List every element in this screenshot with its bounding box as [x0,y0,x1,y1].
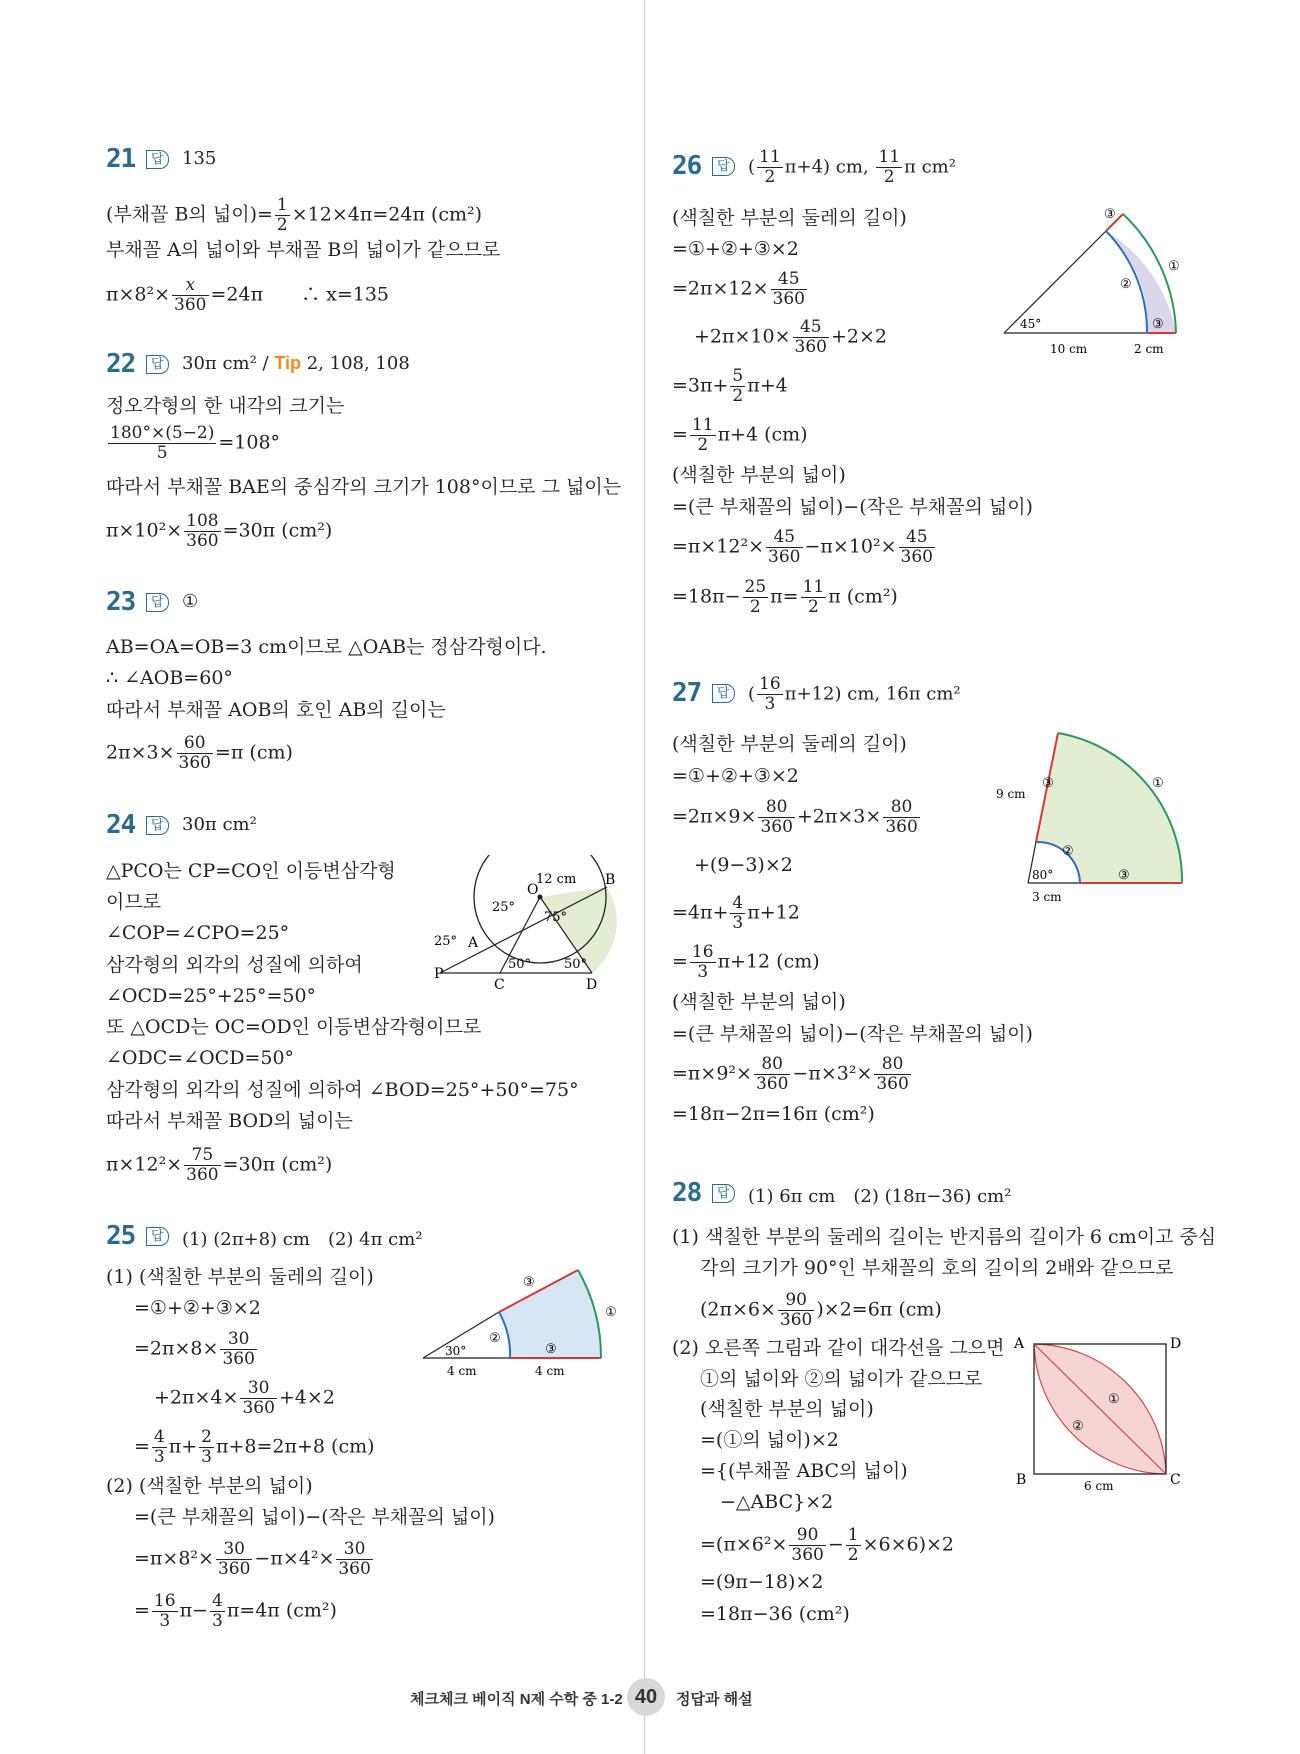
solution-line: (색칠한 부분의 넓이) [672,464,846,486]
label-b: B [605,872,616,888]
mark-3b: ③ [545,1342,557,1357]
problem-number: 27 [672,678,702,708]
solution-line: π×8²× $\frac{x}{360}$ =24π ∴ x=135 [106,275,390,315]
angle-label: 45° [1020,317,1042,331]
solution-line: 2π×3× $\frac{60}{360}$ =π (cm) [106,733,293,773]
radius-label-2: 2 cm [1134,342,1164,356]
label-b: B [1016,1472,1027,1488]
solution-line: 따라서 부채꼴 BAE의 중심각의 크기가 108°이므로 그 넓이는 [106,476,622,498]
mark-1: ① [1168,259,1180,274]
angle-label: 80° [1032,868,1054,882]
solution-line: =(큰 부채꼴의 넓이)−(작은 부채꼴의 넓이) [672,1023,1033,1045]
solution-line: = $\frac{16}{3}$ π+12 (cm) [672,942,820,982]
solution-line: =(①의 넓이)×2 [700,1429,839,1451]
problem-number: 26 [672,151,702,181]
solution-line: (1) 색칠한 부분의 둘레의 길이는 반지름의 길이가 6 cm이고 중심 [672,1226,1217,1248]
square-figure-28 [1010,1330,1185,1495]
solution-line: 각의 크기가 90°인 부채꼴의 호의 길이의 2배와 같으므로 [700,1257,1174,1279]
solution-line: =(π×6²× $\frac{90}{360}$ − $\frac{1}{2}$ ×6×6)×2 [700,1525,955,1565]
mark-1: ① [605,1305,617,1320]
mark-3: ③ [1042,776,1054,791]
label-d: D [586,977,598,993]
solution-line: =(9π−18)×2 [700,1571,824,1593]
page-number: 40 [627,1678,665,1716]
angle-c-label: 50° [508,957,532,972]
answer-text: (1) (2π+8) cm (2) 4π cm² [182,1229,423,1250]
problem-number: 24 [106,810,136,840]
label-a: A [1014,1336,1025,1352]
solution-line: AB=OA=OB=3 cm이므로 △OAB는 정삼각형이다. [106,636,547,658]
angle-bod-label: 75° [544,910,568,925]
angle-d-label: 50° [564,957,588,972]
solution-line: =π×9²× $\frac{80}{360}$ −π×3²× $\frac{80}{360}$ [672,1054,909,1094]
mark-1: ① [1152,776,1164,791]
solution-line: = $\frac{16}{3}$ π− $\frac{4}{3}$ π=4π (cm²) [134,1591,337,1631]
radius-label-1: 10 cm [1050,342,1088,356]
mark-3b: ③ [1152,317,1164,332]
answer-badge: 답 [146,816,169,835]
answer-text: ( $\frac{11}{2}$ π+4) cm, $\frac{11}{2}$ π cm² [748,147,956,187]
radius-label: 12 cm [536,872,577,887]
answer-text: ① [182,591,199,612]
angle-label: 30° [445,1344,467,1358]
radius-label-1: 9 cm [996,787,1026,801]
answer-text: 30π cm² / Tip 2, 108, 108 [182,353,410,374]
problem-number: 22 [106,349,136,379]
book-title: 체크체크 베이직 N제 수학 중 1-2 [410,1691,623,1708]
solution-line: (2π×6× $\frac{90}{360}$ )×2=6π (cm) [700,1290,942,1330]
solution-line: (색칠한 부분의 둘레의 길이) [672,207,907,229]
solution-line: =18π−36 (cm²) [700,1603,850,1625]
label-o: O [527,882,539,898]
label-c: C [1170,1472,1181,1488]
solution-line: (색칠한 부분의 넓이) [700,1398,874,1420]
radius-label-2: 3 cm [1032,890,1062,904]
radius-label-2: 4 cm [535,1364,565,1378]
solution-line: =①+②+③×2 [672,765,799,787]
solution-line: −△ABC}×2 [720,1491,834,1513]
solution-line: ∴ ∠AOB=60° [106,667,233,689]
solution-line: +2π×4× $\frac{30}{360}$ +4×2 [154,1378,335,1418]
solution-line: △PCO는 CP=CO인 이등변삼각형 [106,860,396,882]
column-divider [644,0,645,1754]
sector-figure-25 [415,1260,630,1390]
solution-line: (2) (색칠한 부분의 넓이) [106,1475,313,1497]
solution-line: =(큰 부채꼴의 넓이)−(작은 부채꼴의 넓이) [672,496,1033,518]
mark-3: ③ [1104,207,1116,222]
solution-line: 삼각형의 외각의 성질에 의하여 ∠BOD=25°+50°=75° [106,1079,579,1101]
solution-line: 삼각형의 외각의 성질에 의하여 [106,954,363,976]
solution-line: $\frac{180^\circ\times(5-2)}{5}$ =108° [110,423,281,463]
solution-line: (색칠한 부분의 넓이) [672,991,846,1013]
solution-line: 또 △OCD는 OC=OD인 이등변삼각형이므로 [106,1016,482,1038]
solution-line: (2) 오른쪽 그림과 같이 대각선을 그으면 [672,1337,1005,1359]
answer-badge: 답 [146,355,169,374]
solution-line: =π×8²× $\frac{30}{360}$ −π×4²× $\frac{30}{360}$ [134,1539,371,1579]
answer-badge: 답 [712,684,735,703]
angle-o-label: 25° [492,900,516,915]
section-title: 정답과 해설 [676,1691,753,1708]
solution-line: +(9−3)×2 [694,854,793,876]
solution-line: 부채꼴 A의 넓이와 부채꼴 B의 넓이가 같으므로 [106,239,501,261]
solution-line: +2π×10× $\frac{45}{360}$ +2×2 [694,317,887,357]
answer-text: ( $\frac{16}{3}$ π+12) cm, 16π cm² [748,674,961,714]
solution-line: ∠COP=∠CPO=25° [106,922,290,944]
problem-number: 23 [106,587,136,617]
problem-number: 21 [106,144,136,174]
answer-badge: 답 [712,157,735,176]
mark-2: ② [1120,277,1132,292]
solution-line: = $\frac{4}{3}$ π+ $\frac{2}{3}$ π+8=2π+8 (cm) [134,1427,375,1467]
solution-line: π×12²× $\frac{75}{360}$ =30π (cm²) [106,1145,333,1185]
answer-badge: 답 [146,1227,169,1246]
solution-line: =4π+ $\frac{4}{3}$ π+12 [672,893,800,933]
solution-line: (색칠한 부분의 둘레의 길이) [672,733,907,755]
problem-number: 28 [672,1178,702,1208]
solution-line: ∠ODC=∠OCD=50° [106,1047,295,1069]
solution-line: ①의 넓이와 ②의 넓이가 같으므로 [700,1368,983,1390]
answer-text: 30π cm² [182,814,257,835]
mark-1: ① [1108,1392,1120,1407]
solution-line: 따라서 부채꼴 AOB의 호인 AB의 길이는 [106,699,446,721]
answer-badge: 답 [146,150,169,169]
sector-figure-27 [996,725,1196,905]
sector-figure-26 [996,200,1196,365]
solution-line: =3π+ $\frac{5}{2}$ π+4 [672,366,788,406]
solution-line: =π×12²× $\frac{45}{360}$ −π×10²× $\frac{45}{360}$ [672,527,933,567]
solution-line: =(큰 부채꼴의 넓이)−(작은 부채꼴의 넓이) [134,1506,495,1528]
answer-badge: 답 [712,1184,735,1203]
angle-p-label: 25° [434,934,458,949]
solution-line: (부채꼴 B의 넓이)= $\frac{1}{2}$ ×12×4π=24π (cm²) [106,195,483,235]
solution-line: = $\frac{11}{2}$ π+4 (cm) [672,415,808,455]
mark-3b: ③ [1118,868,1130,883]
mark-3: ③ [523,1275,535,1290]
solution-line: ∠OCD=25°+25°=50° [106,985,317,1007]
solution-line: ={(부채꼴 ABC의 넓이) [700,1460,908,1482]
answer-text: (1) 6π cm (2) (18π−36) cm² [748,1186,1012,1207]
answer-badge: 답 [146,593,169,612]
solution-line: =2π×9× $\frac{80}{360}$ +2π×3× $\frac{80}{360}$ [672,797,918,837]
solution-line: =①+②+③×2 [134,1297,261,1319]
shaded-region [1106,231,1176,333]
label-c: C [494,977,505,993]
answer-text: 135 [182,148,217,169]
solution-line: =2π×12× $\frac{45}{360}$ [672,269,805,309]
solution-line: 이므로 [106,891,162,913]
mark-2: ② [1062,844,1074,859]
mark-2: ② [1072,1419,1084,1434]
side-label: 6 cm [1084,1479,1114,1493]
solution-line: 따라서 부채꼴 BOD의 넓이는 [106,1110,353,1132]
radius-label-1: 4 cm [447,1364,477,1378]
label-p: P [434,966,444,982]
shaded-region [1036,733,1182,883]
solution-line: 정오각형의 한 내각의 크기는 [106,395,345,417]
solution-line: =2π×8× $\frac{30}{360}$ [134,1329,255,1369]
circle-figure [420,855,620,1005]
solution-line: =18π− $\frac{25}{2}$ π= $\frac{11}{2}$ π (cm²) [672,577,898,617]
label-d: D [1170,1336,1182,1352]
problem-number: 25 [106,1221,136,1251]
solution-line: =①+②+③×2 [672,238,799,260]
mark-2: ② [489,1331,501,1346]
label-a: A [468,935,479,951]
solution-line: π×10²× $\frac{108}{360}$ =30π (cm²) [106,511,333,551]
solution-line: (1) (색칠한 부분의 둘레의 길이) [106,1266,374,1288]
solution-line: =18π−2π=16π (cm²) [672,1103,875,1125]
